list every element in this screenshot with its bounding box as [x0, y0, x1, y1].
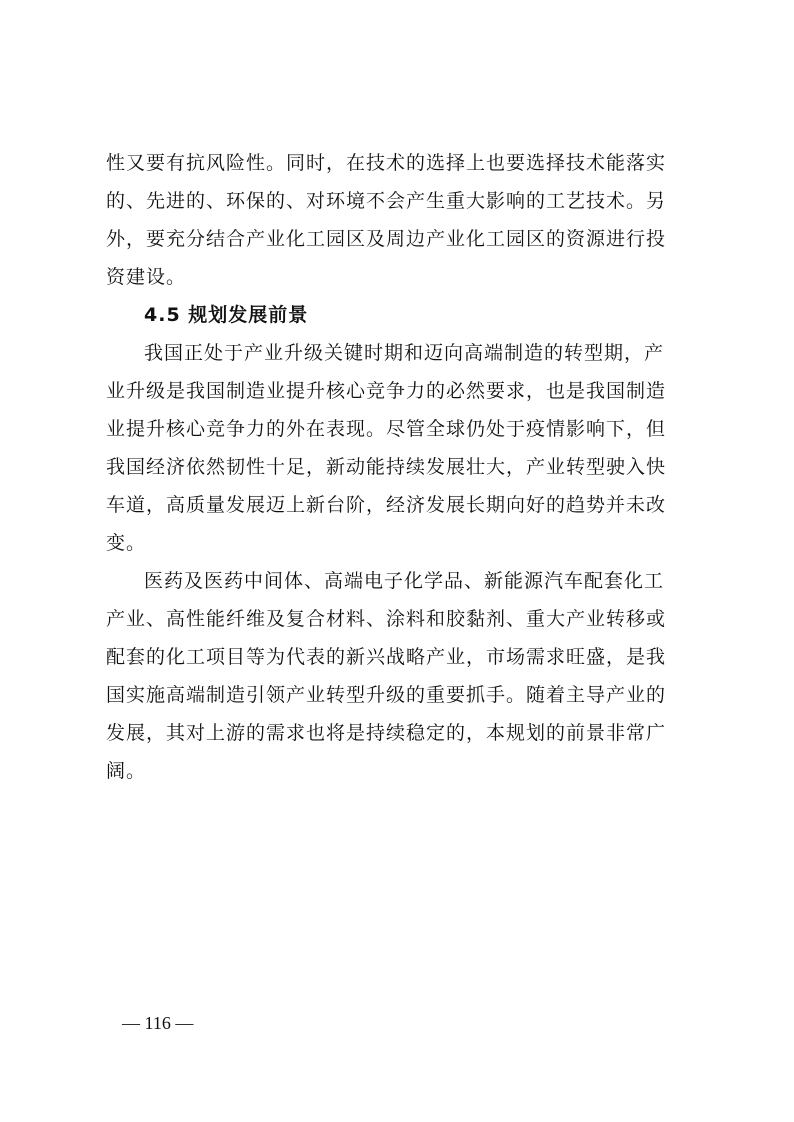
- section-heading: 4.5 规划发展前景: [144, 304, 309, 326]
- paragraph-line: 业提升核心竞争力的外在表现。尽管全球仍处于疫情影响下，但: [106, 418, 667, 440]
- document-body: [106, 144, 695, 790]
- paragraph-line: 医药及医药中间体、高端电子化学品、新能源汽车配套化工: [144, 570, 665, 592]
- paragraph-continuation-line: 资建设。: [106, 266, 187, 288]
- paragraph-line: 配套的化工项目等为代表的新兴战略产业，市场需求旺盛，是我: [106, 646, 667, 668]
- paragraph-line: 我国经济依然韧性十足，新动能持续发展壮大，产业转型驶入快: [106, 456, 667, 478]
- paragraph-line: 我国正处于产业升级关键时期和迈向高端制造的转型期，产: [144, 342, 665, 364]
- paragraph-line: 车道，高质量发展迈上新台阶，经济发展长期向好的趋势并未改: [106, 494, 667, 516]
- paragraph-line: 国实施高端制造引领产业转型升级的重要抓手。随着主导产业的: [106, 684, 667, 706]
- paragraph-line: 业升级是我国制造业提升核心竞争力的必然要求，也是我国制造: [106, 380, 667, 402]
- paragraph-line: 变。: [106, 532, 147, 554]
- page-number: — 116 —: [122, 1013, 194, 1033]
- paragraph-continuation-line: 性又要有抗风险性。同时，在技术的选择上也要选择技术能落实: [106, 152, 667, 174]
- paragraph-line: 阔。: [106, 760, 147, 782]
- paragraph-continuation-line: 外，要充分结合产业化工园区及周边产业化工园区的资源进行投: [106, 228, 667, 250]
- paragraph-line: 发展，其对上游的需求也将是持续稳定的，本规划的前景非常广: [106, 722, 667, 744]
- paragraph-line: 产业、高性能纤维及复合材料、涂料和胶黏剂、重大产业转移或: [106, 608, 667, 630]
- paragraph-continuation-line: 的、先进的、环保的、对环境不会产生重大影响的工艺技术。另: [106, 190, 667, 212]
